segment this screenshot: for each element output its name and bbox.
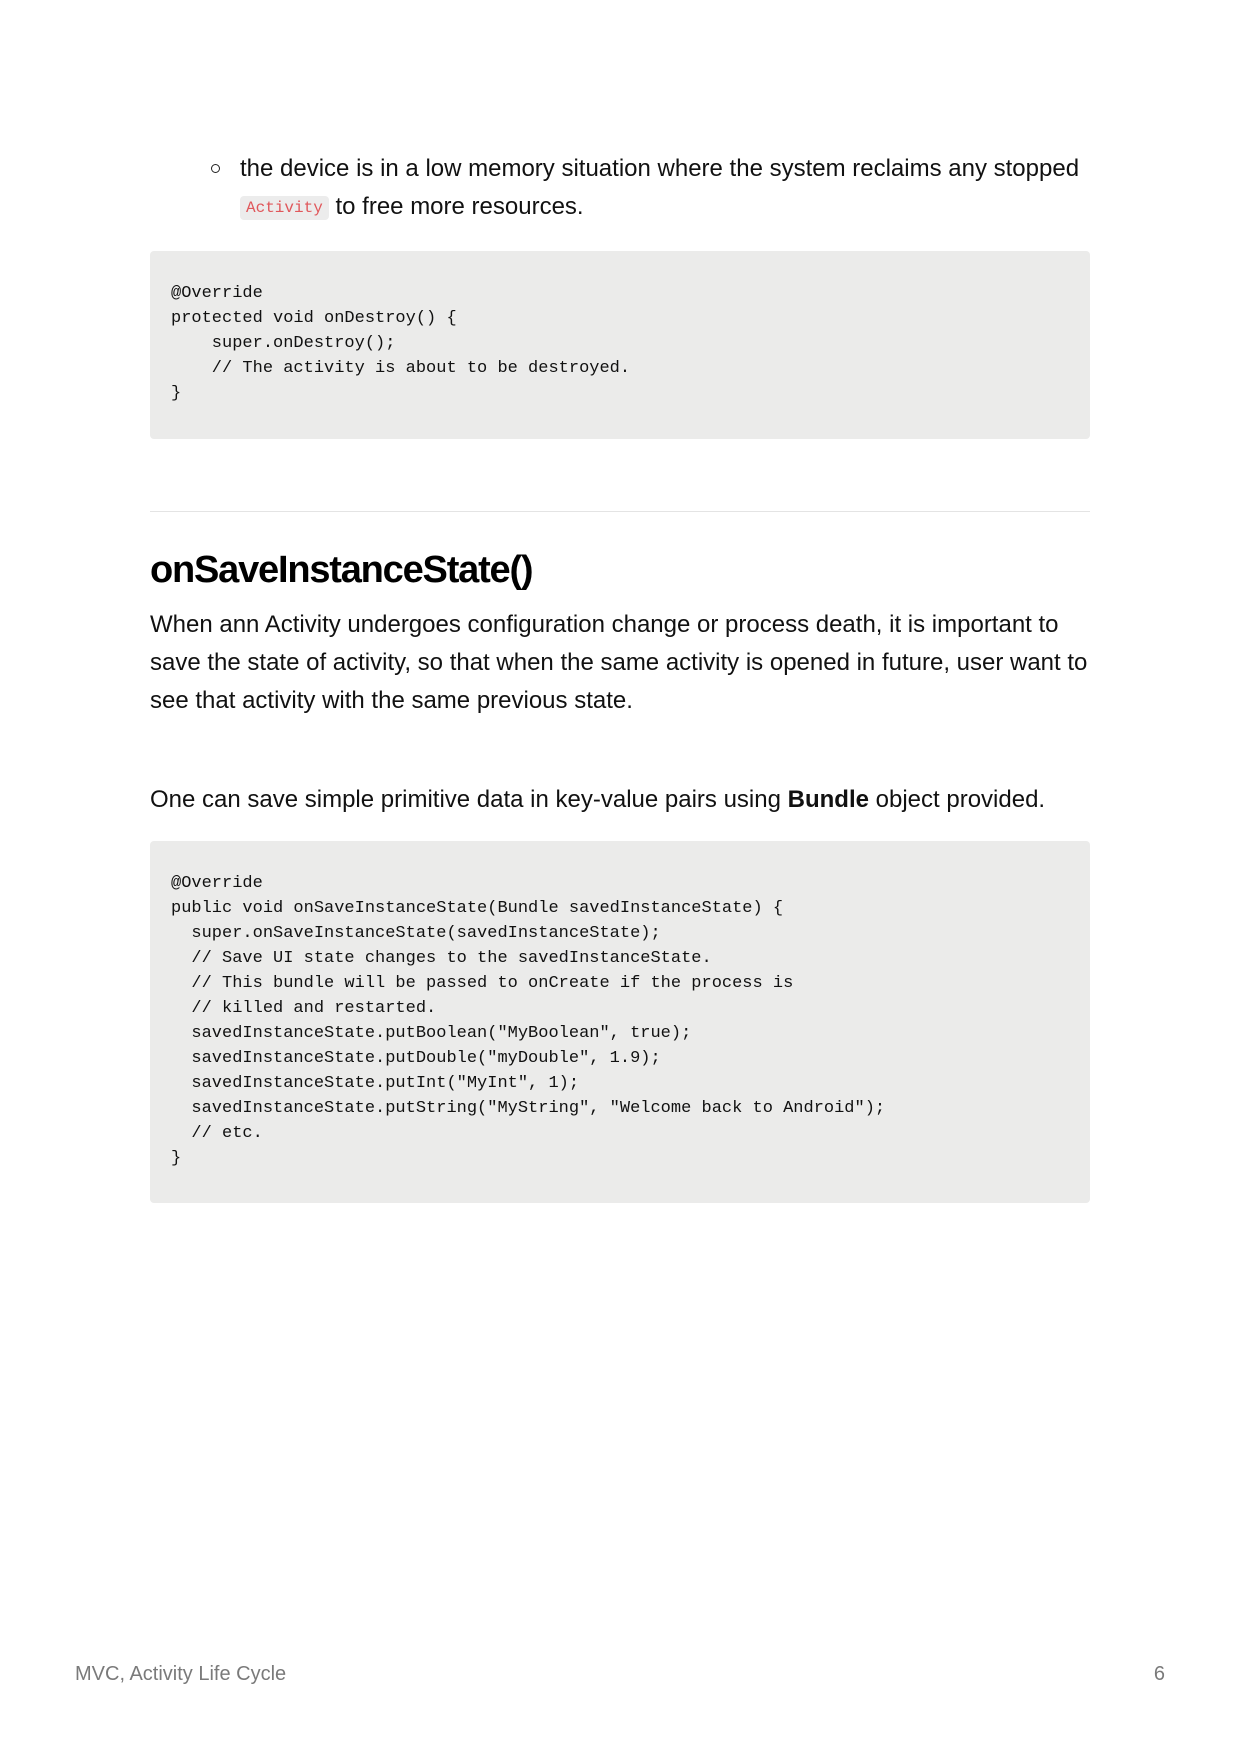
footer-page-number: 6	[1153, 1663, 1165, 1685]
inline-code-activity: Activity	[240, 196, 329, 220]
hollow-circle-bullet-icon	[211, 164, 220, 173]
section-divider	[150, 511, 1090, 512]
footer-document-title: MVC, Activity Life Cycle	[75, 1663, 287, 1685]
page-content	[150, 150, 1090, 1203]
code-block-on-destroy: @Override protected void onDestroy() { super.onDestroy(); // The activity is about to be destroyed. }	[150, 251, 1090, 439]
list-item	[240, 150, 1090, 229]
section-heading: onSaveInstanceState()	[150, 549, 533, 591]
bundle-bold-term: Bundle	[787, 786, 869, 813]
bundle-paragraph-after: object provided.	[868, 786, 1046, 813]
intro-paragraph: When ann Activity undergoes configuration change or process death, it is important to save the state of activity, so that when the same activity is opened in future, user want to see that activity with the same previous state.	[150, 611, 1088, 714]
bullet-text-after: to free more resources.	[328, 193, 584, 220]
bullet-text-before: the device is in a low memory situation where the system reclaims any stopped	[240, 155, 1080, 182]
code-block-on-save-instance-state: @Override public void onSaveInstanceState(Bundle savedInstanceState) { super.onSaveInstanceState(savedInstanceState); // Save UI state changes to the savedInstanceState. // This bundle will be passed to onCreate if the process is // killed and restarted. savedInstanceState.putBoolean("MyBoolean", true); savedInstanceState.putDouble("myDouble", 1.9); savedInstanceState.putInt("MyInt", 1); savedInstanceState.putString("MyString", "Welcome back to Android"); // etc. }	[150, 841, 1090, 1203]
bundle-paragraph	[150, 781, 1090, 819]
bundle-paragraph-before: One can save simple primitive data in key-value pairs using	[150, 786, 788, 813]
bullet-list	[150, 150, 1090, 229]
